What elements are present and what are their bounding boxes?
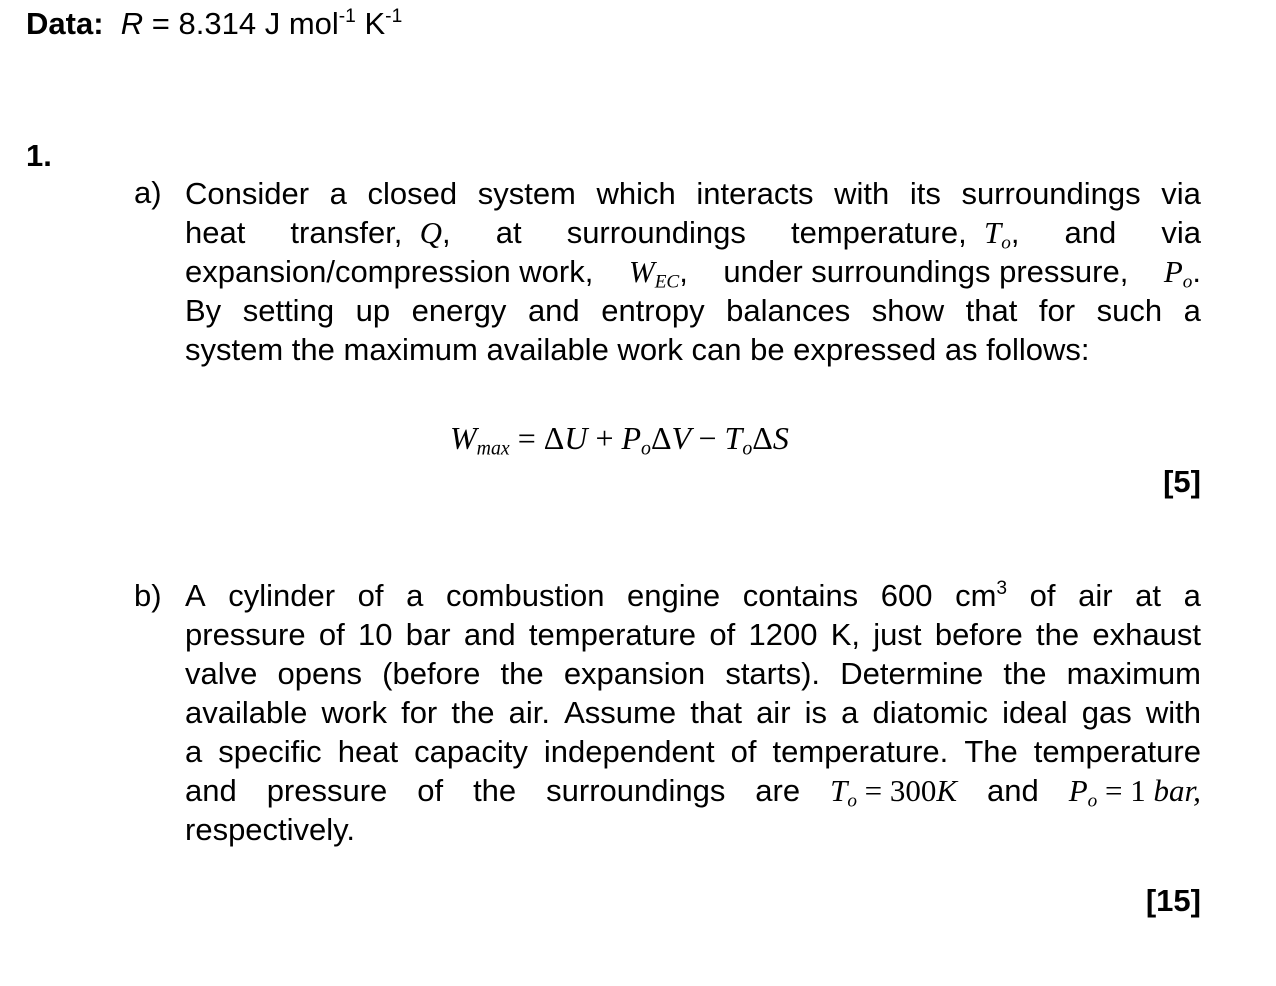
to-delta-s: $T_o\Delta S$ [724,420,789,460]
word: By [185,293,222,328]
word: and [185,773,237,808]
word: is [804,695,828,730]
word: and [463,617,516,652]
word: gas [1081,695,1132,730]
word: up [355,293,391,328]
unit-kelvin-exponent: -1 [385,6,403,28]
gas-constant-symbol: R [120,6,144,41]
word: the [1036,617,1080,652]
word: combustion [445,578,605,613]
word: the [1003,656,1047,691]
word: opens [277,656,362,691]
part-b-line-7: respectively. [185,812,355,847]
word: the [500,656,544,691]
transfer-q: transfer, Q, [290,215,451,250]
word: with [834,176,890,211]
max-work-equation: $W_{max} = \Delta U + P_o\Delta V - T_o\Delta S$ [450,420,789,460]
word: such [1096,293,1163,328]
word: exhaust [1092,617,1201,652]
equation-lhs: $W_{max}$ [450,420,510,460]
word: interacts [696,176,814,211]
part-b-text [185,576,1201,849]
word: pressure [185,617,306,652]
unit-kelvin: $K^{-1}$ [364,6,403,41]
word: of [730,734,757,769]
word: are [755,773,801,808]
word: surroundings [546,773,726,808]
word: independent [543,734,715,769]
word: of [318,617,345,652]
data-label: Data: [26,6,104,41]
word: bar [405,617,451,652]
word: air [1078,578,1113,613]
pressure-symbol-po: $P_o$. [1163,254,1201,293]
word: via [1161,176,1201,211]
word: A [185,578,206,613]
word: its [909,176,941,211]
word: the [451,695,495,730]
equals-sign: = [151,6,170,41]
data-line [26,6,402,42]
surroundings-temperature-value: $T_o = 300K$ [830,773,958,812]
word: starts). [725,656,821,691]
word: before [934,617,1023,652]
word: that [965,293,1018,328]
word: contains [742,578,859,613]
surroundings-temperature-symbol: $T_o$ [983,215,1011,254]
part-b-line-5 [185,732,1201,771]
word: energy [411,293,507,328]
gas-constant-value: 8.314 [178,6,257,41]
surroundings-pressure-value: $P_o = 1$ bar, [1068,773,1201,812]
word: maximum [1066,656,1201,691]
word: Consider [185,176,310,211]
word: K, [830,617,861,652]
part-a-marks: [5] [1163,464,1201,499]
word: closed [367,176,458,211]
part-b-marks: [15] [1145,883,1201,918]
word: which [596,176,676,211]
part-b-line-2 [185,615,1201,654]
word: the [473,773,517,808]
word: that [690,695,742,730]
word: cylinder [228,578,336,613]
word: just [873,617,922,652]
word: work [321,695,387,730]
word: heat [337,734,399,769]
unit-mol-exponent: -1 [338,6,356,28]
word: 10 [358,617,393,652]
word: show [871,293,945,328]
work-symbol-wec: $W_{EC}$, [628,254,688,293]
word: expansion [563,656,706,691]
part-a-letter: a) [134,175,162,210]
part-a-line-1 [185,174,1201,213]
word: 600 [880,578,933,613]
word: Determine [840,656,984,691]
volume-unit: $cm^3$ [955,578,1008,613]
part-a-line-2: heat transfer, Q, at surroundings temperature, $T_o$, and via [185,215,1201,254]
word: a [406,578,424,613]
heat-symbol-q: Q [419,215,443,250]
word: available [185,695,308,730]
word: a [841,695,859,730]
question-number: 1. [26,138,52,173]
word: with [1145,695,1201,730]
word: engine [627,578,721,613]
word: for [1038,293,1076,328]
word: pressure [266,773,388,808]
unit-joule: J [264,6,281,41]
word: a [185,734,203,769]
word: and [987,773,1039,808]
word: of [357,578,384,613]
word: of [417,773,444,808]
word: for [401,695,438,730]
word: air [756,695,791,730]
word: diatomic [872,695,988,730]
temperature-to: temperature, $T_o$, [790,215,1020,254]
part-a-line-3: expansion/compression work, $W_{EC}$, under surroundings pressure, $P_o$. [185,254,1201,293]
part-a-line-5: system the maximum available work can be expressed as follows: [185,332,1090,367]
word: capacity [414,734,528,769]
word: a [1183,578,1201,613]
word: of [1029,578,1056,613]
part-a-line-4 [185,291,1201,330]
word: valve [185,656,258,691]
word: a [1183,293,1201,328]
word: air. [508,695,550,730]
word: (before [382,656,481,691]
word: temperature. [772,734,949,769]
word: system [477,176,576,211]
word: specific [218,734,322,769]
po-delta-v: $P_o\Delta V$ [621,420,691,460]
word: 1200 [748,617,818,652]
unit-mol: mol$^{-1}$ [288,6,356,41]
word: a [329,176,347,211]
part-b-line-4 [185,693,1201,732]
word: The [964,734,1018,769]
delta-u: ΔU [543,420,588,456]
word: at [1135,578,1161,613]
word: Assume [564,695,677,730]
part-b-line-6 [185,771,1201,810]
word: of [709,617,736,652]
word: entropy [601,293,705,328]
gas-constant [121,6,403,41]
word: temperature [528,617,697,652]
part-b-line-3 [185,654,1201,693]
word: temperature [1033,734,1201,769]
word: and [527,293,580,328]
part-a-text [185,174,1201,369]
word: ideal [1002,695,1068,730]
word: surroundings [961,176,1141,211]
part-b-line-1 [185,576,1201,615]
word: setting [242,293,335,328]
part-b-letter: b) [134,578,162,613]
word: balances [726,293,851,328]
